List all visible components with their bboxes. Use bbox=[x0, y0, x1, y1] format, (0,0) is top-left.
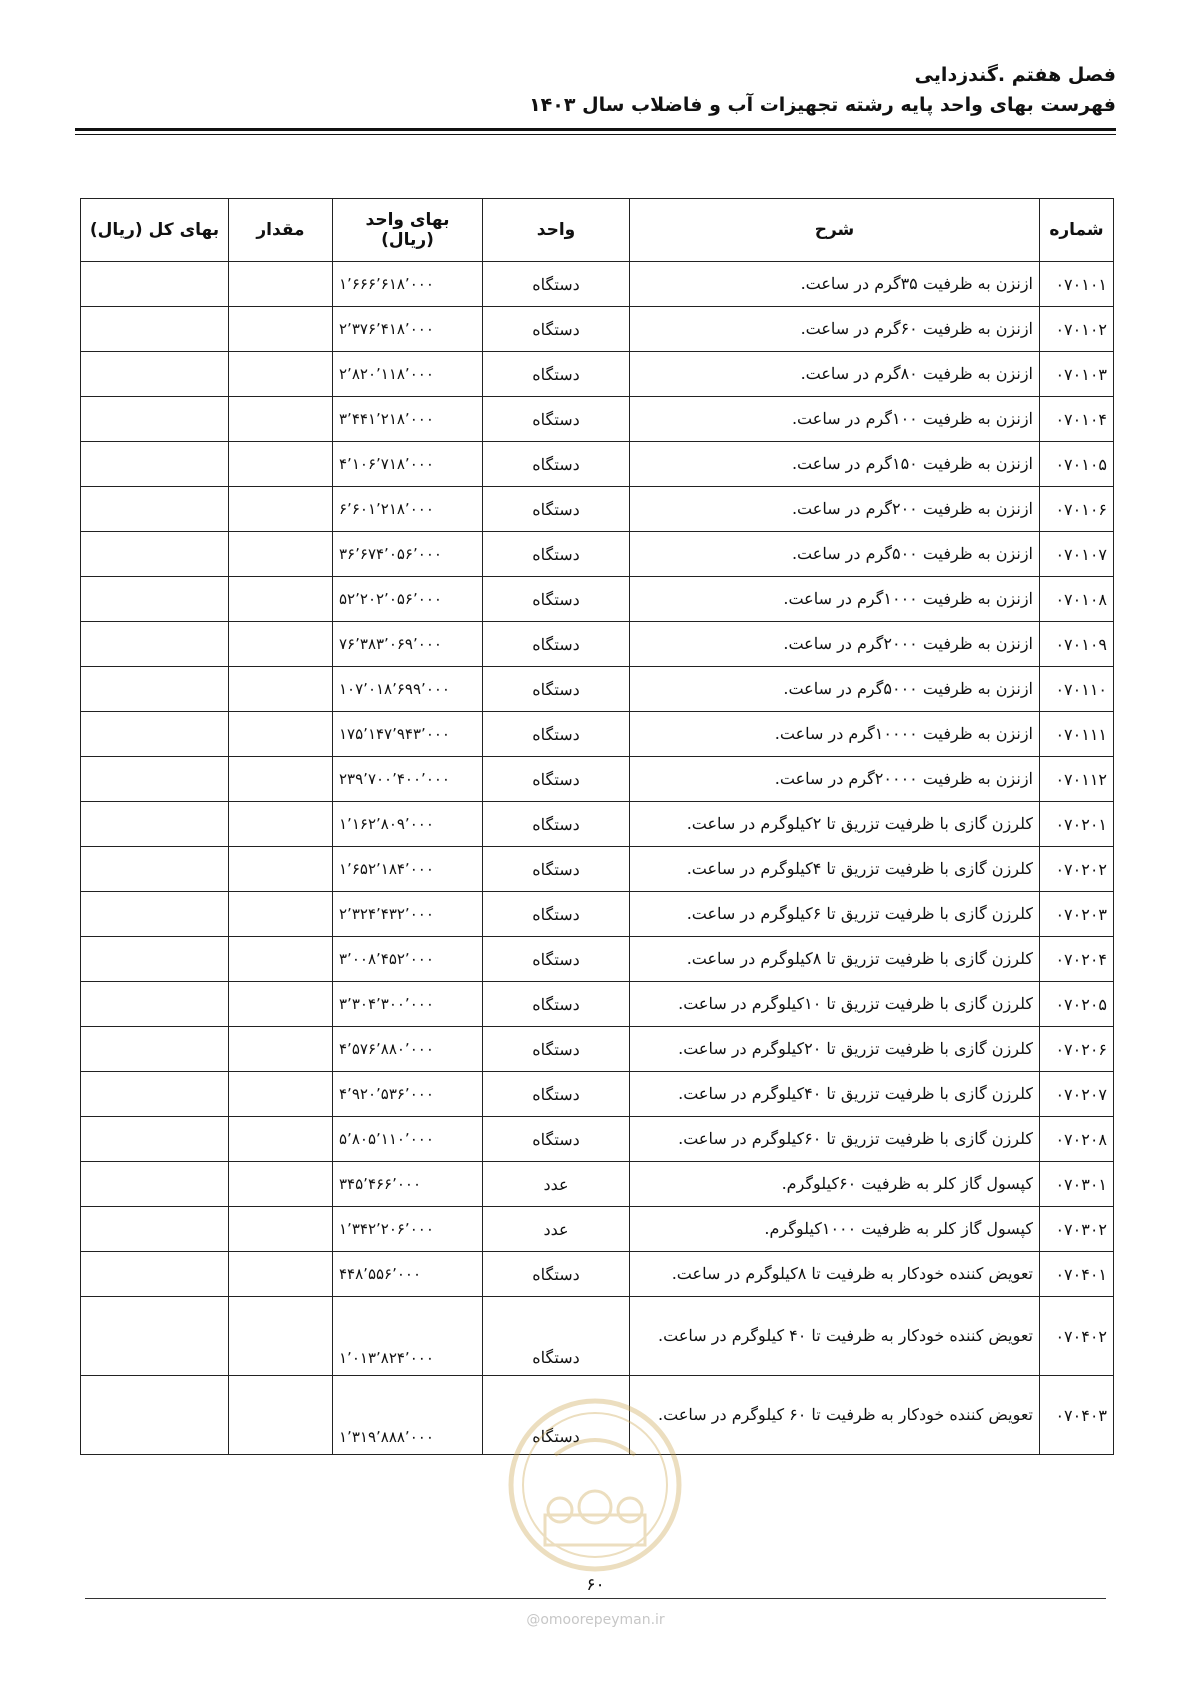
row-unit: دستگاه bbox=[483, 1072, 630, 1117]
header-description: شرح bbox=[630, 199, 1040, 262]
row-quantity bbox=[229, 757, 333, 802]
row-unit-price: ۵٬۸۰۵٬۱۱۰٬۰۰۰ bbox=[333, 1117, 483, 1162]
row-quantity bbox=[229, 667, 333, 712]
table-row bbox=[81, 1117, 1114, 1162]
row-code: ۰۷۰۲۰۵ bbox=[1040, 982, 1114, 1027]
table-row bbox=[81, 307, 1114, 352]
row-unit-price: ۱٬۱۶۲٬۸۰۹٬۰۰۰ bbox=[333, 802, 483, 847]
row-code: ۰۷۰۱۰۸ bbox=[1040, 577, 1114, 622]
row-unit: دستگاه bbox=[483, 622, 630, 667]
row-description: کلرزن گازی با ظرفیت تزریق تا ۲۰کیلوگرم در ساعت. bbox=[630, 1027, 1040, 1072]
row-quantity bbox=[229, 1207, 333, 1252]
row-total-price bbox=[81, 397, 229, 442]
row-quantity bbox=[229, 712, 333, 757]
row-unit: عدد bbox=[483, 1207, 630, 1252]
row-code: ۰۷۰۴۰۳ bbox=[1040, 1376, 1114, 1455]
table-row bbox=[81, 262, 1114, 307]
row-code: ۰۷۰۲۰۱ bbox=[1040, 802, 1114, 847]
table-row bbox=[81, 352, 1114, 397]
row-code: ۰۷۰۱۱۰ bbox=[1040, 667, 1114, 712]
row-unit-price: ۱٬۰۱۳٬۸۲۴٬۰۰۰ bbox=[333, 1297, 483, 1376]
row-total-price bbox=[81, 1376, 229, 1455]
row-code: ۰۷۰۲۰۳ bbox=[1040, 892, 1114, 937]
table-row bbox=[81, 712, 1114, 757]
table-row bbox=[81, 982, 1114, 1027]
row-description: تعویض کننده خودکار به ظرفیت تا ۸کیلوگرم در ساعت. bbox=[630, 1252, 1040, 1297]
row-quantity bbox=[229, 1162, 333, 1207]
row-unit: دستگاه bbox=[483, 397, 630, 442]
row-description: ازنزن به ظرفیت ۵۰۰۰گرم در ساعت. bbox=[630, 667, 1040, 712]
row-description: ازنزن به ظرفیت ۵۰۰گرم در ساعت. bbox=[630, 532, 1040, 577]
row-total-price bbox=[81, 1027, 229, 1072]
row-total-price bbox=[81, 1072, 229, 1117]
row-code: ۰۷۰۱۰۲ bbox=[1040, 307, 1114, 352]
table-row bbox=[81, 802, 1114, 847]
row-description: کلرزن گازی با ظرفیت تزریق تا ۲کیلوگرم در ساعت. bbox=[630, 802, 1040, 847]
row-unit-price: ۱۰۷٬۰۱۸٬۶۹۹٬۰۰۰ bbox=[333, 667, 483, 712]
row-code: ۰۷۰۱۱۱ bbox=[1040, 712, 1114, 757]
row-quantity bbox=[229, 307, 333, 352]
price-list-table bbox=[80, 198, 1114, 1455]
row-code: ۰۷۰۲۰۶ bbox=[1040, 1027, 1114, 1072]
row-unit-price: ۵۲٬۲۰۲٬۰۵۶٬۰۰۰ bbox=[333, 577, 483, 622]
row-unit-price: ۴۴۸٬۵۵۶٬۰۰۰ bbox=[333, 1252, 483, 1297]
row-code: ۰۷۰۱۰۷ bbox=[1040, 532, 1114, 577]
row-total-price bbox=[81, 1297, 229, 1376]
row-total-price bbox=[81, 262, 229, 307]
row-code: ۰۷۰۱۰۳ bbox=[1040, 352, 1114, 397]
row-description: ازنزن به ظرفیت ۱۰۰۰گرم در ساعت. bbox=[630, 577, 1040, 622]
row-unit-price: ۱۷۵٬۱۴۷٬۹۴۳٬۰۰۰ bbox=[333, 712, 483, 757]
row-quantity bbox=[229, 1027, 333, 1072]
document-subtitle: فهرست بهای واحد پایه رشته تجهیزات آب و فاضلاب سال ۱۴۰۳ bbox=[529, 94, 1116, 116]
header-quantity: مقدار bbox=[229, 199, 333, 262]
row-description: ازنزن به ظرفیت ۲۰۰۰گرم در ساعت. bbox=[630, 622, 1040, 667]
row-unit: دستگاه bbox=[483, 1027, 630, 1072]
table-row bbox=[81, 397, 1114, 442]
row-unit: دستگاه bbox=[483, 577, 630, 622]
table-row bbox=[81, 487, 1114, 532]
row-quantity bbox=[229, 262, 333, 307]
row-total-price bbox=[81, 847, 229, 892]
row-code: ۰۷۰۳۰۲ bbox=[1040, 1207, 1114, 1252]
row-total-price bbox=[81, 577, 229, 622]
row-unit-price: ۱٬۳۱۹٬۸۸۸٬۰۰۰ bbox=[333, 1376, 483, 1455]
row-description: کپسول گاز کلر به ظرفیت ۶۰کیلوگرم. bbox=[630, 1162, 1040, 1207]
row-total-price bbox=[81, 487, 229, 532]
row-total-price bbox=[81, 1117, 229, 1162]
row-quantity bbox=[229, 397, 333, 442]
table-row bbox=[81, 622, 1114, 667]
row-unit: دستگاه bbox=[483, 982, 630, 1027]
row-unit: دستگاه bbox=[483, 532, 630, 577]
row-description: کلرزن گازی با ظرفیت تزریق تا ۸کیلوگرم در ساعت. bbox=[630, 937, 1040, 982]
row-code: ۰۷۰۱۱۲ bbox=[1040, 757, 1114, 802]
row-unit-price: ۶٬۶۰۱٬۲۱۸٬۰۰۰ bbox=[333, 487, 483, 532]
row-quantity bbox=[229, 847, 333, 892]
row-quantity bbox=[229, 1297, 333, 1376]
row-unit: دستگاه bbox=[483, 757, 630, 802]
row-quantity bbox=[229, 892, 333, 937]
table-row bbox=[81, 1297, 1114, 1376]
header-rule-thick bbox=[75, 128, 1116, 131]
row-quantity bbox=[229, 1072, 333, 1117]
row-total-price bbox=[81, 622, 229, 667]
row-total-price bbox=[81, 667, 229, 712]
row-description: ازنزن به ظرفیت ۱۰۰گرم در ساعت. bbox=[630, 397, 1040, 442]
chapter-title: فصل هفتم .گندزدایی bbox=[914, 64, 1116, 86]
row-unit: دستگاه bbox=[483, 1117, 630, 1162]
table-header-row bbox=[81, 199, 1114, 262]
row-unit: دستگاه bbox=[483, 802, 630, 847]
row-unit: دستگاه bbox=[483, 937, 630, 982]
row-unit-price: ۲۳۹٬۷۰۰٬۴۰۰٬۰۰۰ bbox=[333, 757, 483, 802]
row-total-price bbox=[81, 712, 229, 757]
table-row bbox=[81, 1207, 1114, 1252]
header-unit: واحد bbox=[483, 199, 630, 262]
row-unit: دستگاه bbox=[483, 712, 630, 757]
row-quantity bbox=[229, 577, 333, 622]
row-description: ازنزن به ظرفیت ۱۵۰گرم در ساعت. bbox=[630, 442, 1040, 487]
row-total-price bbox=[81, 802, 229, 847]
table-body bbox=[81, 262, 1114, 1455]
row-total-price bbox=[81, 442, 229, 487]
header-unit-price: بهای واحد (ریال) bbox=[333, 199, 483, 262]
row-unit: دستگاه bbox=[483, 442, 630, 487]
row-quantity bbox=[229, 937, 333, 982]
row-quantity bbox=[229, 1117, 333, 1162]
row-quantity bbox=[229, 442, 333, 487]
row-code: ۰۷۰۱۰۹ bbox=[1040, 622, 1114, 667]
header-code: شماره bbox=[1040, 199, 1114, 262]
row-description: تعویض کننده خودکار به ظرفیت تا ۶۰ کیلوگرم در ساعت. bbox=[630, 1376, 1040, 1455]
row-quantity bbox=[229, 802, 333, 847]
watermark-url: @omoorepeyman.ir bbox=[526, 1612, 665, 1628]
footer-rule bbox=[85, 1598, 1106, 1599]
row-unit-price: ۴٬۹۲۰٬۵۳۶٬۰۰۰ bbox=[333, 1072, 483, 1117]
table-row bbox=[81, 847, 1114, 892]
row-quantity bbox=[229, 532, 333, 577]
row-total-price bbox=[81, 982, 229, 1027]
row-unit-price: ۲٬۳۷۶٬۴۱۸٬۰۰۰ bbox=[333, 307, 483, 352]
row-description: تعویض کننده خودکار به ظرفیت تا ۴۰ کیلوگرم در ساعت. bbox=[630, 1297, 1040, 1376]
row-unit-price: ۷۶٬۳۸۳٬۰۶۹٬۰۰۰ bbox=[333, 622, 483, 667]
row-description: کلرزن گازی با ظرفیت تزریق تا ۴کیلوگرم در ساعت. bbox=[630, 847, 1040, 892]
row-code: ۰۷۰۱۰۵ bbox=[1040, 442, 1114, 487]
row-unit: دستگاه bbox=[483, 262, 630, 307]
row-description: ازنزن به ظرفیت ۱۰۰۰۰گرم در ساعت. bbox=[630, 712, 1040, 757]
row-unit-price: ۳٬۳۰۴٬۳۰۰٬۰۰۰ bbox=[333, 982, 483, 1027]
row-code: ۰۷۰۴۰۱ bbox=[1040, 1252, 1114, 1297]
row-unit: دستگاه bbox=[483, 1252, 630, 1297]
row-unit-price: ۴٬۵۷۶٬۸۸۰٬۰۰۰ bbox=[333, 1027, 483, 1072]
row-total-price bbox=[81, 1207, 229, 1252]
seal-watermark-icon bbox=[505, 1395, 685, 1575]
table-row bbox=[81, 937, 1114, 982]
row-description: ازنزن به ظرفیت ۲۰۰گرم در ساعت. bbox=[630, 487, 1040, 532]
table-row bbox=[81, 532, 1114, 577]
row-quantity bbox=[229, 1252, 333, 1297]
row-quantity bbox=[229, 622, 333, 667]
row-quantity bbox=[229, 1376, 333, 1455]
row-total-price bbox=[81, 937, 229, 982]
row-unit: دستگاه bbox=[483, 892, 630, 937]
row-code: ۰۷۰۱۰۶ bbox=[1040, 487, 1114, 532]
row-unit-price: ۱٬۳۴۲٬۲۰۶٬۰۰۰ bbox=[333, 1207, 483, 1252]
row-unit-price: ۲٬۳۲۴٬۴۳۲٬۰۰۰ bbox=[333, 892, 483, 937]
table-row bbox=[81, 1027, 1114, 1072]
row-description: کپسول گاز کلر به ظرفیت ۱۰۰۰کیلوگرم. bbox=[630, 1207, 1040, 1252]
row-code: ۰۷۰۲۰۲ bbox=[1040, 847, 1114, 892]
header-rule-thin bbox=[75, 134, 1116, 135]
row-unit: دستگاه bbox=[483, 667, 630, 712]
row-code: ۰۷۰۳۰۱ bbox=[1040, 1162, 1114, 1207]
row-unit-price: ۳٬۰۰۸٬۴۵۲٬۰۰۰ bbox=[333, 937, 483, 982]
row-unit-price: ۳٬۴۴۱٬۲۱۸٬۰۰۰ bbox=[333, 397, 483, 442]
page-number: ۶۰ bbox=[586, 1575, 605, 1595]
row-description: ازنزن به ظرفیت ۲۰۰۰۰گرم در ساعت. bbox=[630, 757, 1040, 802]
row-code: ۰۷۰۱۰۱ bbox=[1040, 262, 1114, 307]
row-description: کلرزن گازی با ظرفیت تزریق تا ۱۰کیلوگرم در ساعت. bbox=[630, 982, 1040, 1027]
row-unit: دستگاه bbox=[483, 1376, 630, 1455]
header-total-price: بهای کل (ریال) bbox=[81, 199, 229, 262]
row-unit: دستگاه bbox=[483, 352, 630, 397]
row-total-price bbox=[81, 352, 229, 397]
row-unit-price: ۲٬۸۲۰٬۱۱۸٬۰۰۰ bbox=[333, 352, 483, 397]
row-unit: دستگاه bbox=[483, 1297, 630, 1376]
row-code: ۰۷۰۱۰۴ bbox=[1040, 397, 1114, 442]
row-description: کلرزن گازی با ظرفیت تزریق تا ۶کیلوگرم در ساعت. bbox=[630, 892, 1040, 937]
row-description: ازنزن به ظرفیت ۸۰گرم در ساعت. bbox=[630, 352, 1040, 397]
table-row bbox=[81, 892, 1114, 937]
table-row bbox=[81, 1252, 1114, 1297]
row-total-price bbox=[81, 1252, 229, 1297]
row-code: ۰۷۰۲۰۸ bbox=[1040, 1117, 1114, 1162]
table-row bbox=[81, 1162, 1114, 1207]
row-total-price bbox=[81, 532, 229, 577]
row-code: ۰۷۰۴۰۲ bbox=[1040, 1297, 1114, 1376]
row-unit: دستگاه bbox=[483, 487, 630, 532]
page-header bbox=[75, 60, 1116, 120]
row-description: کلرزن گازی با ظرفیت تزریق تا ۴۰کیلوگرم در ساعت. bbox=[630, 1072, 1040, 1117]
row-total-price bbox=[81, 1162, 229, 1207]
row-quantity bbox=[229, 352, 333, 397]
row-description: ازنزن به ظرفیت ۳۵گرم در ساعت. bbox=[630, 262, 1040, 307]
table-row bbox=[81, 757, 1114, 802]
row-total-price bbox=[81, 892, 229, 937]
table-row bbox=[81, 442, 1114, 487]
row-unit-price: ۱٬۶۶۶٬۶۱۸٬۰۰۰ bbox=[333, 262, 483, 307]
row-code: ۰۷۰۲۰۴ bbox=[1040, 937, 1114, 982]
row-unit: دستگاه bbox=[483, 847, 630, 892]
row-description: ازنزن به ظرفیت ۶۰گرم در ساعت. bbox=[630, 307, 1040, 352]
table-row bbox=[81, 667, 1114, 712]
row-description: کلرزن گازی با ظرفیت تزریق تا ۶۰کیلوگرم در ساعت. bbox=[630, 1117, 1040, 1162]
row-unit-price: ۳۶٬۶۷۴٬۰۵۶٬۰۰۰ bbox=[333, 532, 483, 577]
row-unit-price: ۳۴۵٬۴۶۶٬۰۰۰ bbox=[333, 1162, 483, 1207]
row-unit: عدد bbox=[483, 1162, 630, 1207]
row-unit-price: ۱٬۶۵۲٬۱۸۴٬۰۰۰ bbox=[333, 847, 483, 892]
row-code: ۰۷۰۲۰۷ bbox=[1040, 1072, 1114, 1117]
row-total-price bbox=[81, 757, 229, 802]
row-total-price bbox=[81, 307, 229, 352]
row-unit-price: ۴٬۱۰۶٬۷۱۸٬۰۰۰ bbox=[333, 442, 483, 487]
row-quantity bbox=[229, 487, 333, 532]
row-unit: دستگاه bbox=[483, 307, 630, 352]
table-row bbox=[81, 577, 1114, 622]
table-row bbox=[81, 1072, 1114, 1117]
row-quantity bbox=[229, 982, 333, 1027]
